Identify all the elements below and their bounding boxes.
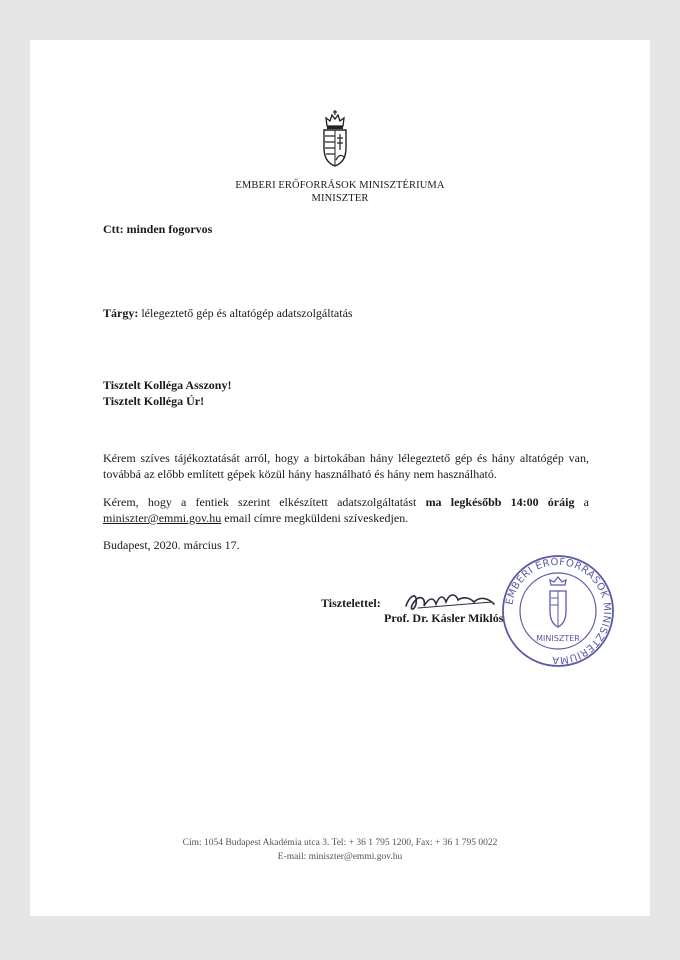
body-paragraph-2	[103, 494, 589, 526]
salutation-sir: Tisztelt Kolléga Úr!	[103, 394, 205, 408]
paragraph2-part-a: Kérem, hogy a fentiek szerint elkészített adatszolgáltatást	[103, 495, 426, 509]
footer-address: Cím: 1054 Budapest Akadémia utca 3. Tel: + 36 1 795 1200, Fax: + 36 1 795 0022	[182, 838, 498, 848]
handwritten-signature	[400, 584, 504, 624]
date-line: Budapest, 2020. március 17.	[103, 538, 240, 552]
body-paragraph-1: Kérem szíves tájékoztatását arról, hogy a birtokában hány lélegeztető gép és hány altatógép van, továbbá az előbb említett gépek közül hány használható és hány nem használható.	[103, 451, 589, 481]
paragraph2-part-b: a	[574, 495, 589, 509]
email-link[interactable]: miniszter@emmi.gov.hu	[103, 511, 222, 525]
signer-name: Prof. Dr. Kásler Miklós	[384, 611, 504, 625]
deadline-text: ma legkésőbb 14:00 óráig	[425, 495, 575, 509]
coat-of-arms-icon	[318, 110, 352, 168]
footer-email: E-mail: miniszter@emmi.gov.hu	[277, 852, 403, 862]
stamp-outer-text: EMBERI ERŐFORRÁSOK MINISZTÉRIUMA	[504, 556, 613, 666]
subject-label: Tárgy:	[103, 306, 139, 320]
recipient-line: Ctt: minden fogorvos	[103, 222, 213, 236]
closing-line: Tisztelettel:	[321, 596, 381, 610]
salutation-madam: Tisztelt Kolléga Asszony!	[103, 378, 232, 392]
subject-line	[103, 306, 353, 321]
ministry-name: EMBERI ERŐFORRÁSOK MINISZTÉRIUMA	[235, 180, 445, 191]
official-stamp	[500, 553, 616, 669]
stamp-inner-text: MINISZTER	[536, 634, 580, 643]
subject-text: lélegeztető gép és altatógép adatszolgáltatás	[138, 306, 353, 320]
ministry-title: MINISZTER	[311, 193, 369, 204]
paragraph2-part-c: email címre megküldeni szíveskedjen.	[221, 511, 409, 525]
